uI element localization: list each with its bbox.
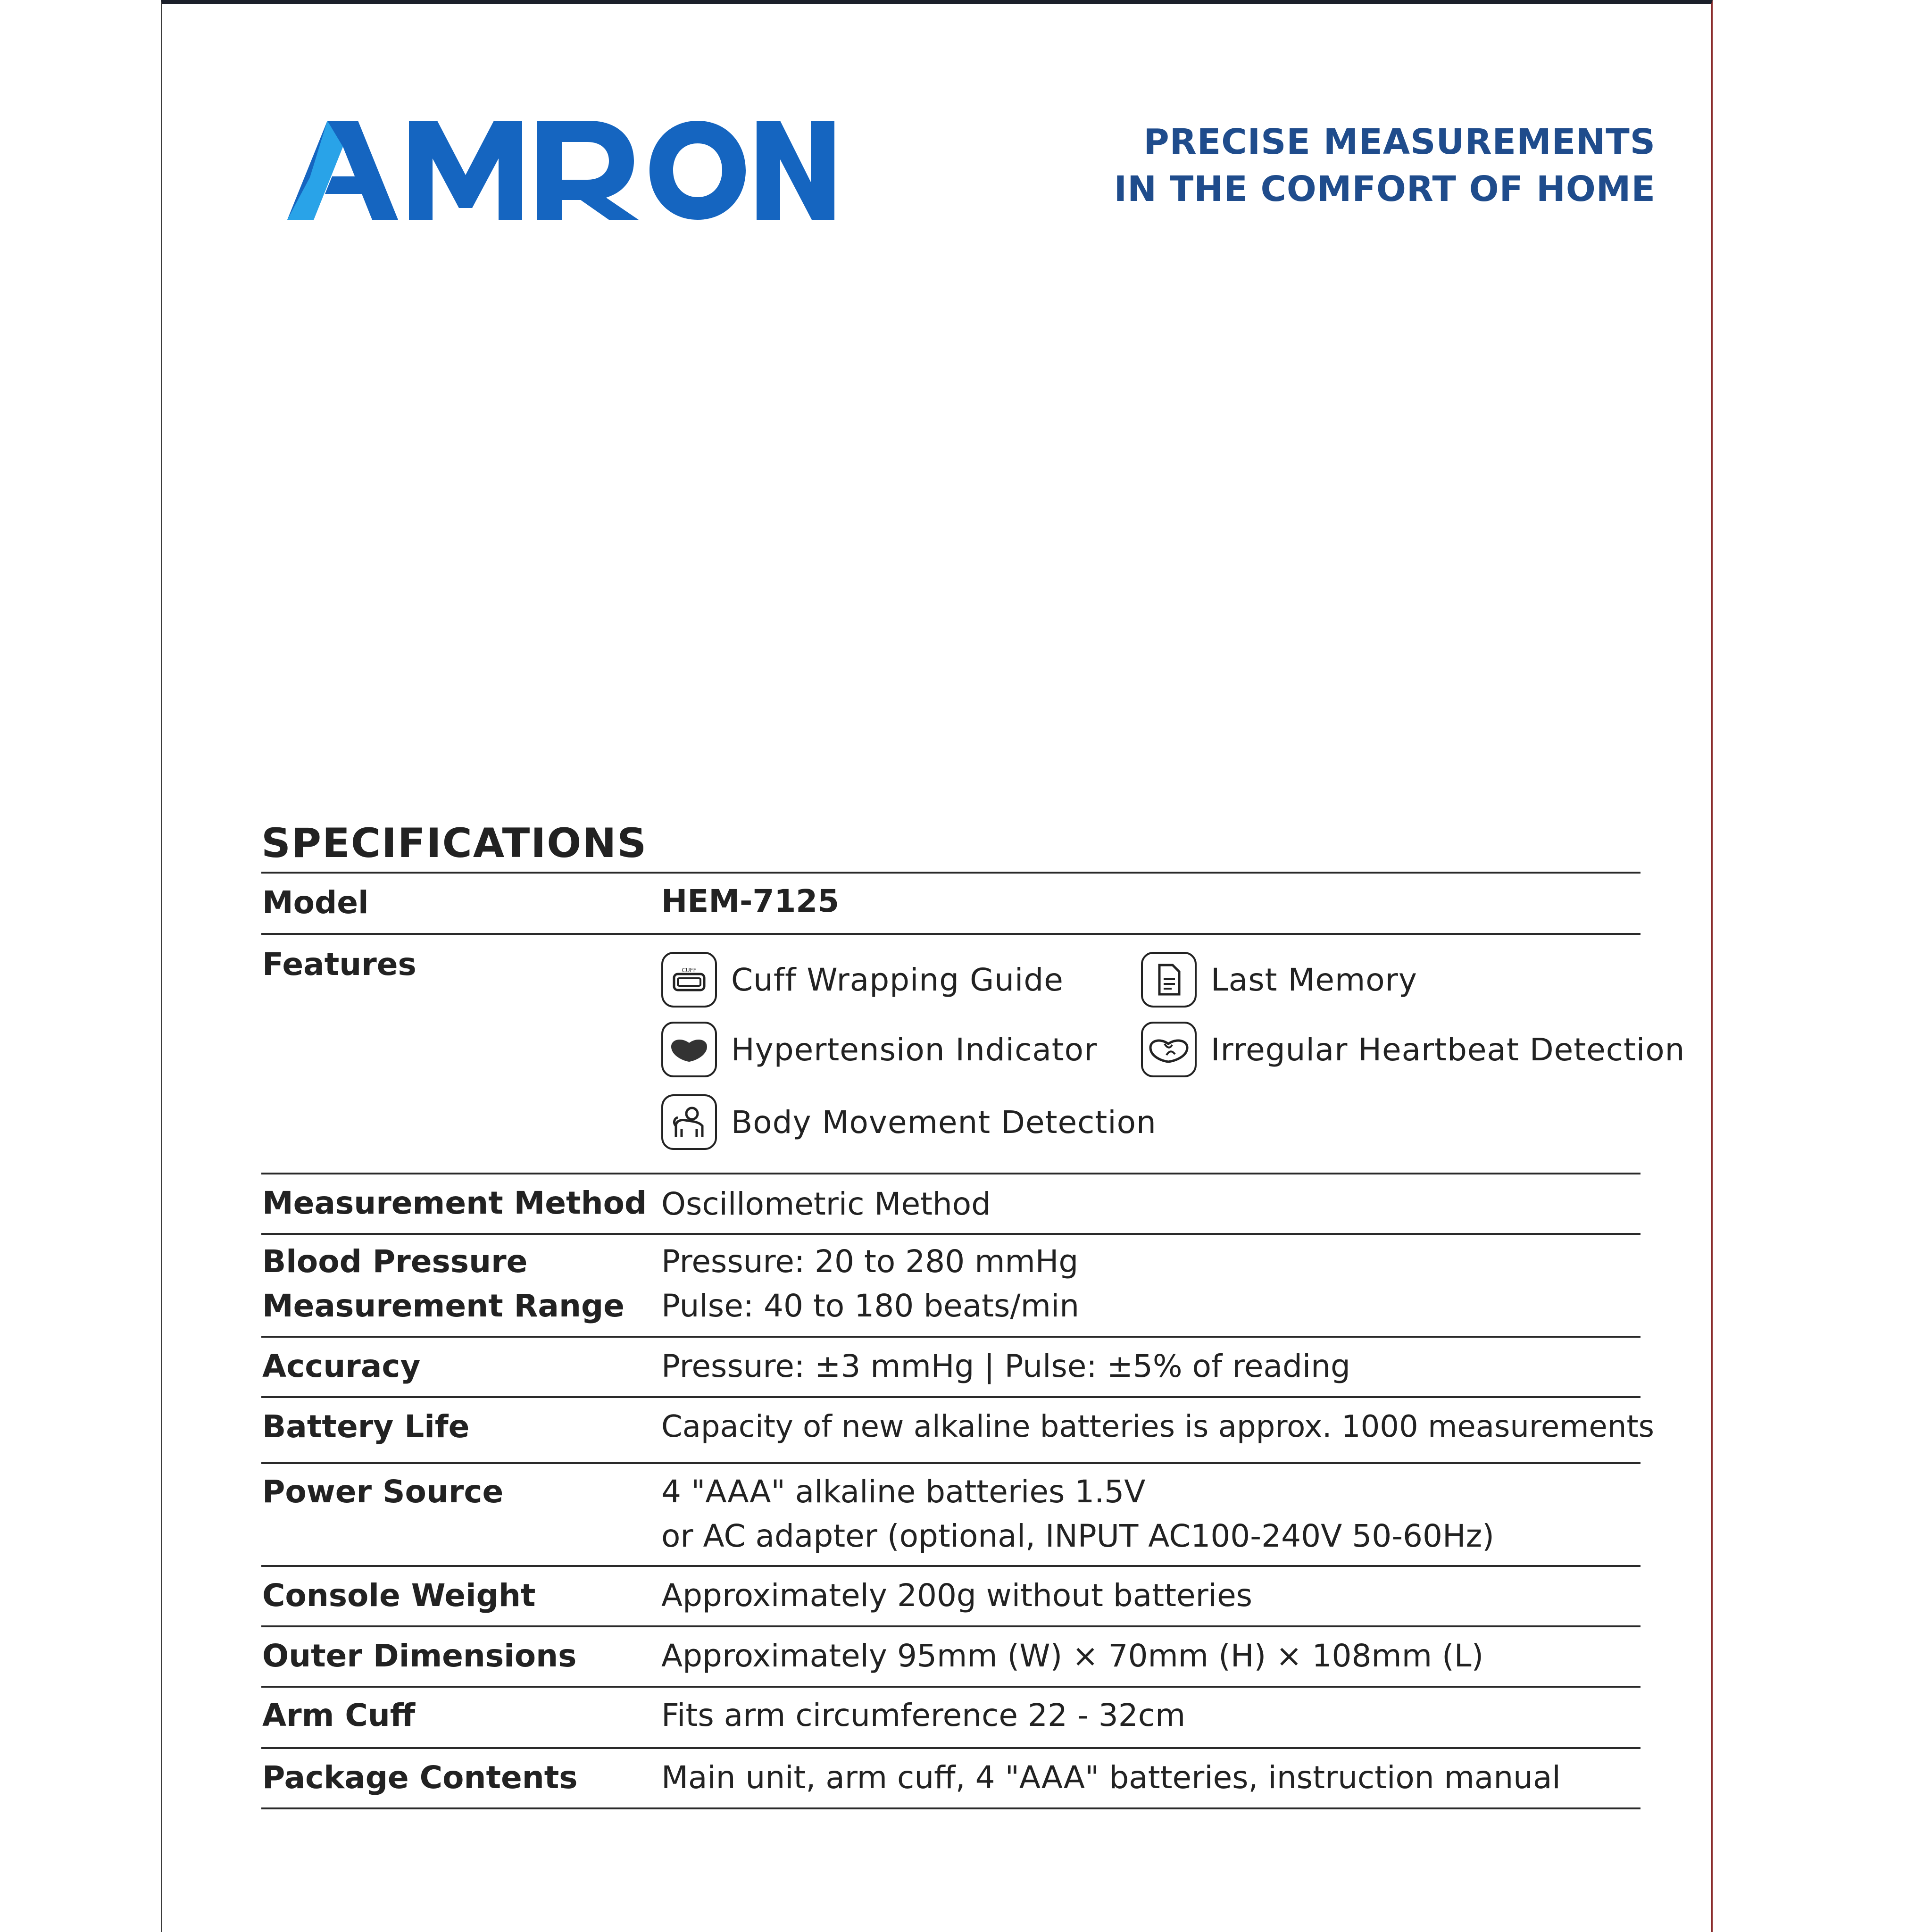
body-movement-icon bbox=[661, 1094, 717, 1150]
spec-label: Model bbox=[262, 884, 369, 921]
spec-row-outer-dimensions bbox=[261, 1625, 1641, 1686]
spec-value: Pressure: ±3 mmHg | Pulse: ±5% of reading bbox=[661, 1348, 1350, 1384]
tagline-line-1: PRECISE MEASUREMENTS bbox=[1143, 122, 1656, 162]
spec-row-model bbox=[261, 872, 1641, 933]
spec-row-measurement-method bbox=[261, 1173, 1641, 1233]
spec-value-line: or AC adapter (optional, INPUT AC100-240V 50-60Hz) bbox=[661, 1518, 1495, 1554]
feature-label: Last Memory bbox=[1211, 961, 1417, 998]
memory-icon bbox=[1141, 952, 1197, 1008]
amron-logo-mark bbox=[287, 121, 834, 220]
irregular-heartbeat-icon bbox=[1141, 1022, 1197, 1077]
spec-row-battery-life bbox=[261, 1396, 1654, 1462]
cuff-wrap-icon bbox=[661, 952, 717, 1008]
spec-value bbox=[661, 1470, 1494, 1558]
feature-label: Body Movement Detection bbox=[731, 1104, 1157, 1141]
spec-value: Approximately 95mm (W) × 70mm (H) × 108mm (L) bbox=[661, 1638, 1484, 1674]
tagline-line-2: IN THE COMFORT OF HOME bbox=[1114, 169, 1656, 209]
feature-label: Cuff Wrapping Guide bbox=[731, 961, 1064, 998]
spec-row-power-source bbox=[261, 1462, 1641, 1565]
spec-value-line: 4 "AAA" alkaline batteries 1.5V bbox=[661, 1474, 1146, 1510]
spec-value bbox=[661, 1240, 1079, 1328]
spec-label: Outer Dimensions bbox=[262, 1638, 577, 1674]
heart-icon bbox=[661, 1022, 717, 1077]
spec-value-line: Pulse: 40 to 180 beats/min bbox=[661, 1288, 1080, 1324]
feature-cuff-wrapping-guide bbox=[661, 952, 1064, 1008]
spec-label: Package Contents bbox=[262, 1759, 578, 1796]
spec-label: Power Source bbox=[262, 1474, 504, 1510]
spec-label: Accuracy bbox=[262, 1348, 421, 1384]
spec-label: Console Weight bbox=[262, 1577, 536, 1614]
feature-label: Irregular Heartbeat Detection bbox=[1211, 1031, 1685, 1068]
spec-value-line: Pressure: 20 to 280 mmHg bbox=[661, 1243, 1079, 1280]
feature-label: Hypertension Indicator bbox=[731, 1031, 1098, 1068]
svg-text:CUFF: CUFF bbox=[682, 967, 697, 974]
spec-sheet bbox=[161, 0, 1713, 1932]
spec-value: HEM-7125 bbox=[661, 883, 840, 919]
spec-row-console-weight bbox=[261, 1565, 1641, 1625]
spec-value: Fits arm circumference 22 - 32cm bbox=[661, 1697, 1186, 1733]
spec-label-line: Measurement Range bbox=[262, 1288, 625, 1324]
spec-row-package-contents bbox=[261, 1747, 1641, 1809]
feature-hypertension-indicator bbox=[661, 1022, 1097, 1077]
spec-label-line: Blood Pressure bbox=[262, 1243, 528, 1280]
spec-label bbox=[262, 1240, 649, 1328]
tagline bbox=[1114, 118, 1656, 213]
amron-logo bbox=[287, 121, 834, 220]
spec-value: Oscillometric Method bbox=[661, 1186, 991, 1222]
specifications-table bbox=[261, 820, 1685, 1809]
spec-value: Approximately 200g without batteries bbox=[661, 1577, 1253, 1614]
spec-value: Main unit, arm cuff, 4 "AAA" batteries, instruction manual bbox=[661, 1759, 1561, 1796]
spec-row-accuracy bbox=[261, 1336, 1641, 1396]
specifications-title: SPECIFICATIONS bbox=[261, 820, 648, 867]
spec-label: Features bbox=[262, 946, 416, 983]
spec-label: Battery Life bbox=[262, 1408, 470, 1445]
spec-label: Arm Cuff bbox=[262, 1697, 416, 1733]
spec-label: Measurement Method bbox=[262, 1185, 647, 1221]
feature-last-memory bbox=[1141, 952, 1417, 1008]
spec-value: Capacity of new alkaline batteries is approx. 1000 measurements bbox=[661, 1409, 1654, 1444]
feature-body-movement-detection bbox=[661, 1094, 1157, 1150]
spec-row-features bbox=[261, 933, 1685, 1173]
feature-irregular-heartbeat-detection bbox=[1141, 1022, 1685, 1077]
spec-row-measurement-range bbox=[261, 1233, 1641, 1336]
spec-row-arm-cuff bbox=[261, 1686, 1641, 1747]
